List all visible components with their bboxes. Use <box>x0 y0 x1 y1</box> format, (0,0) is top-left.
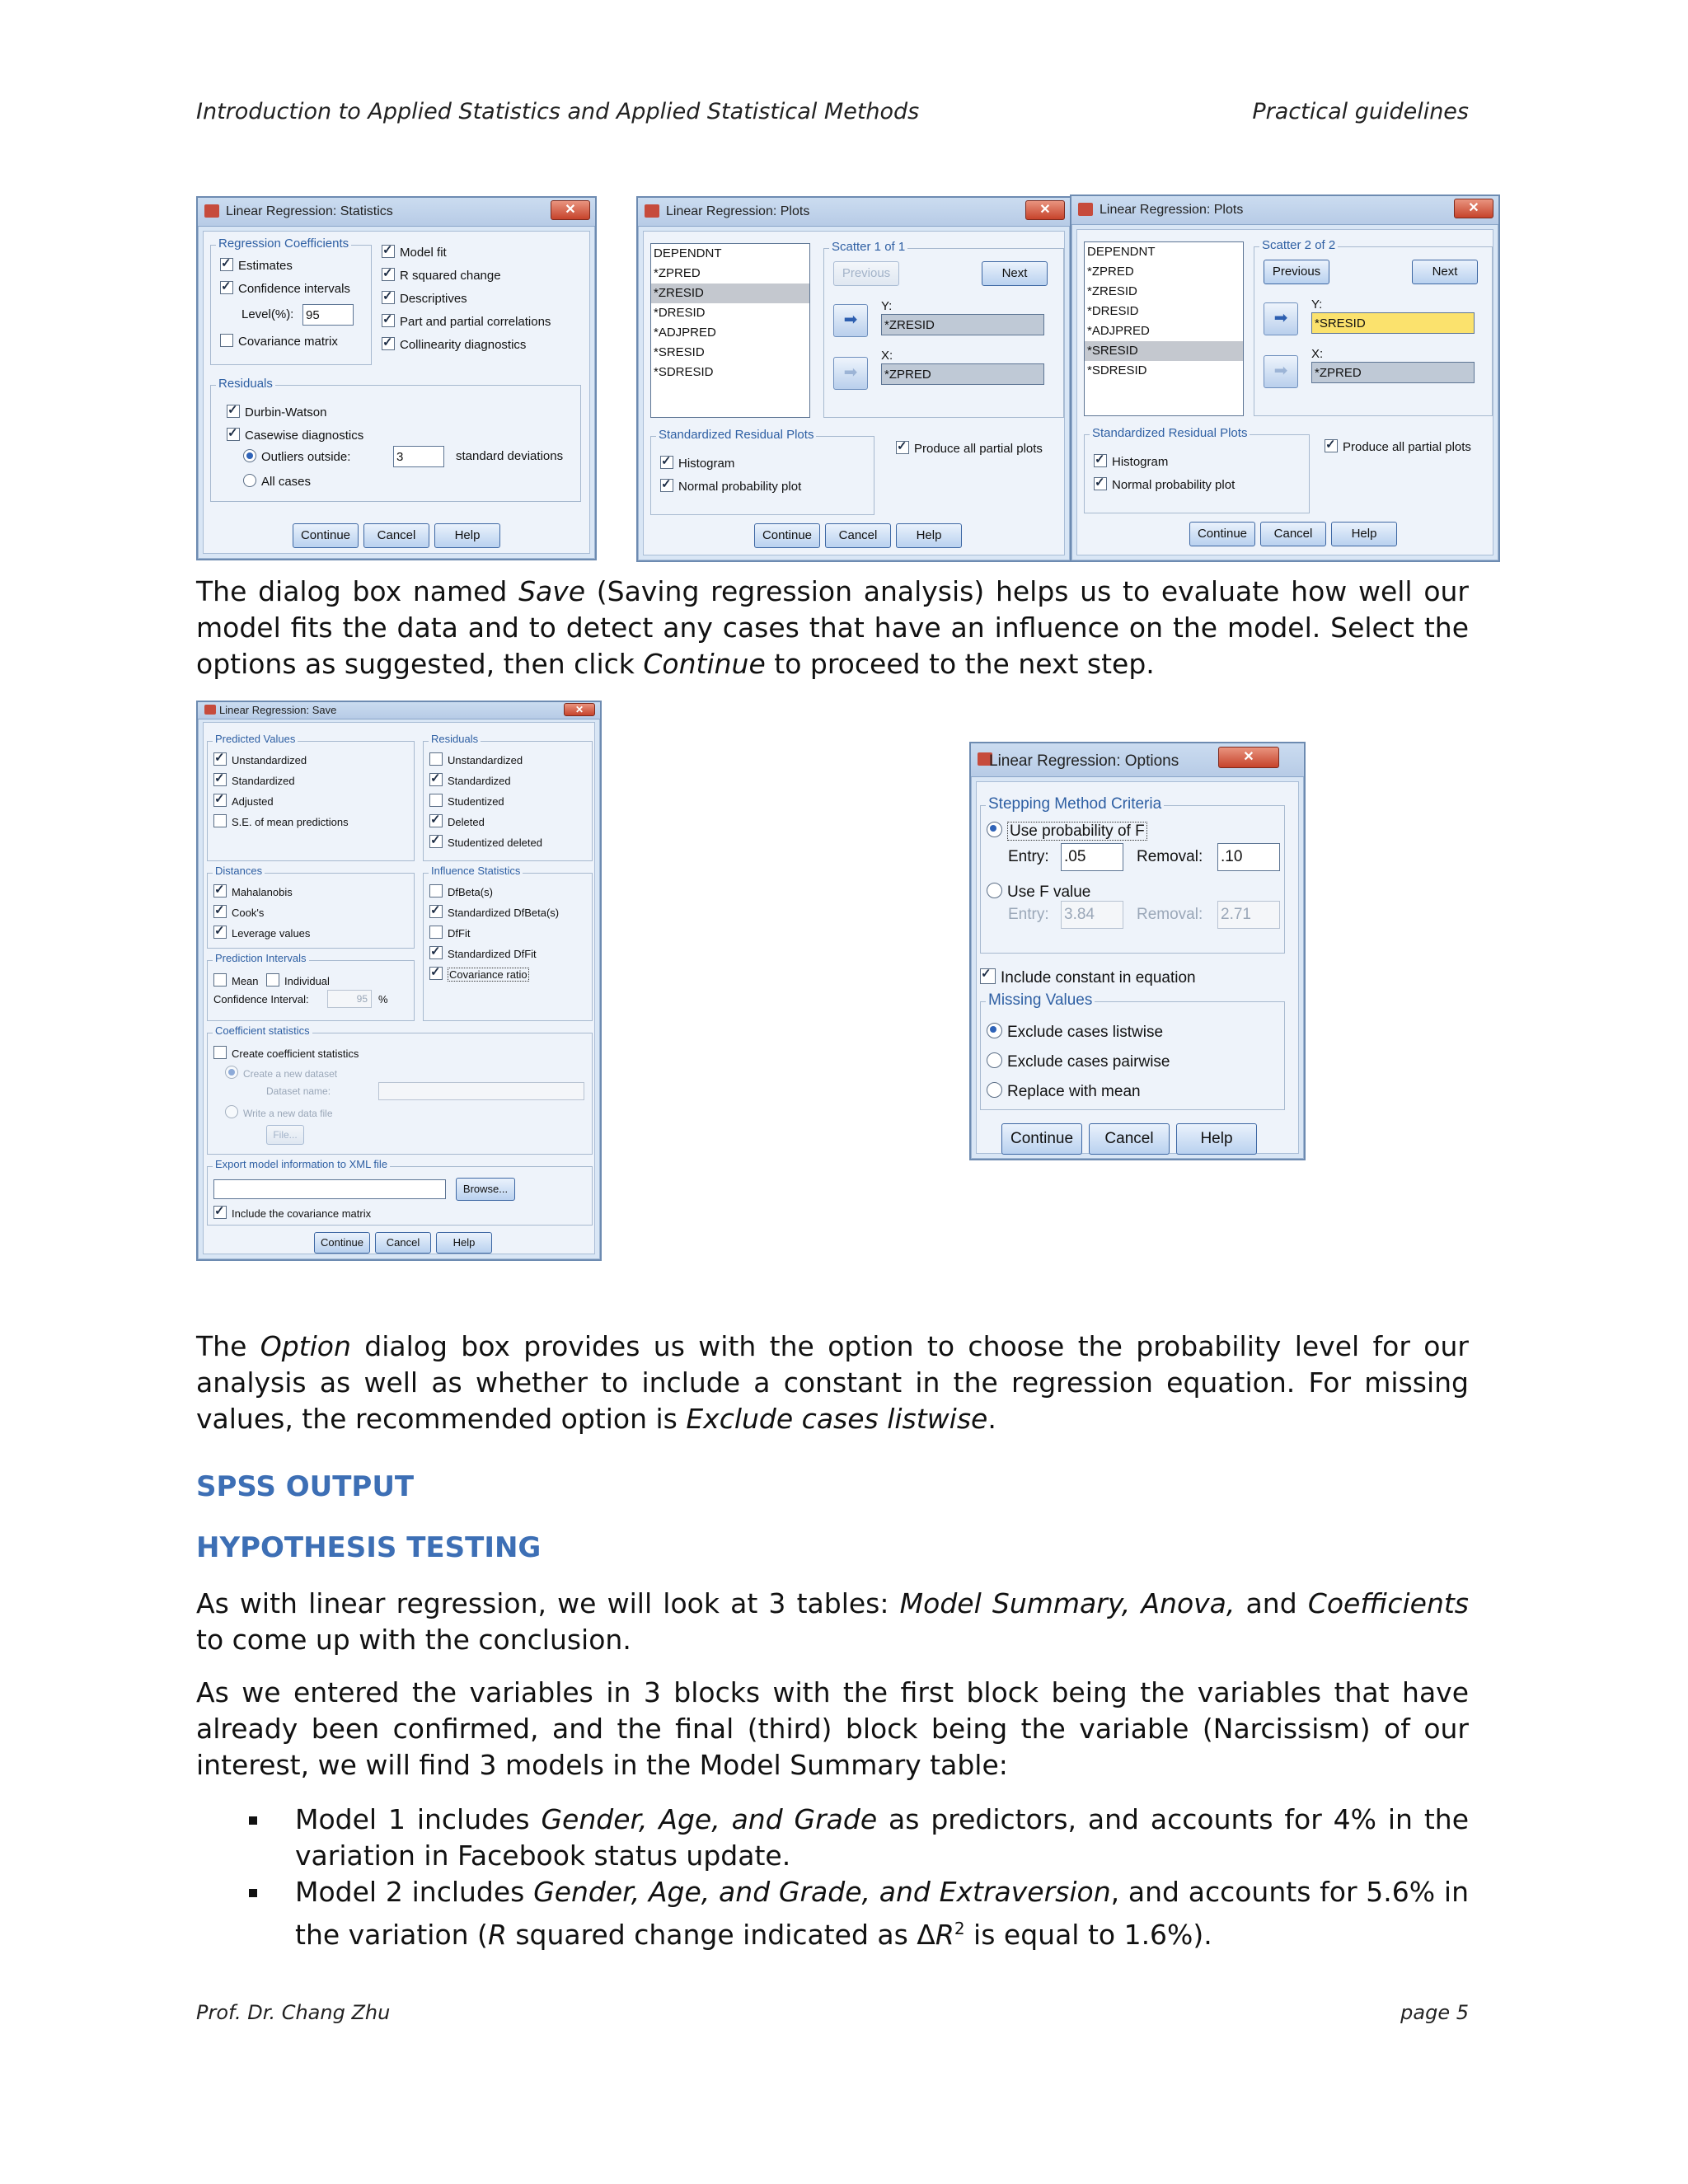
group-label: Scatter 1 of 1 <box>829 240 907 254</box>
x-field[interactable]: *ZPRED <box>881 363 1044 385</box>
check-icon <box>213 926 227 939</box>
checkbox-label: Histogram <box>678 457 735 471</box>
dialog-body <box>203 231 590 554</box>
list-item[interactable]: *ZPRED <box>1087 265 1134 279</box>
exclude-listwise-radio[interactable] <box>987 1023 1163 1042</box>
checkbox-label: R squared change <box>400 269 501 283</box>
check-icon <box>382 268 395 281</box>
title-bar <box>198 702 600 719</box>
options-dialog <box>969 742 1306 1160</box>
check-icon <box>429 926 443 939</box>
pi-confidence-input[interactable]: 95 <box>327 990 372 1008</box>
dialog-title: Linear Regression: Options <box>989 752 1179 770</box>
check-icon <box>429 814 443 827</box>
check-icon <box>213 752 227 766</box>
cancel-button[interactable]: Cancel <box>1089 1123 1170 1155</box>
text-run: Model 2 includes <box>295 1876 534 1908</box>
paragraph-blocks: As we entered the variables in 3 blocks with the first block being the variables that have already been confirmed, and the final (third) block being the variable (Narcissism) of our interest, we will find 3 models in the Model Summary table: <box>196 1676 1469 1781</box>
text-run: to proceed to the next step. <box>765 648 1155 680</box>
text-run: as predictors, and accounts for 4% in the variation in Facebook status update. <box>295 1803 1469 1872</box>
casewise-checkbox[interactable] <box>227 428 363 443</box>
next-button[interactable]: Next <box>982 261 1048 286</box>
check-icon <box>429 752 443 766</box>
cancel-button[interactable]: Cancel <box>363 523 429 548</box>
app-icon <box>204 204 219 218</box>
text-run: (Saving regression analysis) helps us to evaluate how well our model fits the data and to detect any cases that have an influence on the model. Select the options as suggested, then click <box>196 575 1469 680</box>
text-run: , and accounts for 5.6% in the variation ( <box>295 1876 1469 1951</box>
close-button[interactable]: ✕ <box>1025 200 1065 220</box>
list-item[interactable]: *DRESID <box>654 306 706 320</box>
estimates-checkbox[interactable] <box>220 258 293 273</box>
checkbox-label: Produce all partial plots <box>914 442 1043 456</box>
list-item[interactable]: *SDRESID <box>654 365 714 379</box>
heading-spss-output: SPSS OUTPUT <box>196 1470 415 1503</box>
continue-button[interactable]: Continue <box>1189 522 1255 546</box>
collinearity-checkbox[interactable] <box>382 337 526 352</box>
continue-button[interactable]: Continue <box>293 523 359 548</box>
close-button[interactable]: ✕ <box>1218 747 1279 768</box>
checkbox-label: Standardized <box>448 775 511 787</box>
statistics-dialog <box>196 196 597 560</box>
group-label: Influence Statistics <box>429 865 523 877</box>
text-run: Option <box>260 1330 351 1362</box>
check-icon <box>382 314 395 327</box>
outliers-input[interactable]: 3 <box>393 446 444 467</box>
check-icon <box>660 456 673 469</box>
previous-button[interactable]: Previous <box>833 261 899 286</box>
level-input[interactable]: 95 <box>302 304 354 326</box>
check-icon <box>382 337 395 350</box>
app-icon <box>204 705 216 715</box>
text-run: and <box>1235 1587 1308 1619</box>
text-run: Save <box>518 575 586 607</box>
group-label: Residuals <box>429 733 481 745</box>
cancel-button[interactable]: Cancel <box>375 1232 431 1254</box>
dialog-title: Linear Regression: Plots <box>1100 203 1244 217</box>
checkbox-label: S.E. of mean predictions <box>232 816 349 828</box>
produce-partial-checkbox[interactable] <box>896 441 1043 456</box>
check-icon <box>1094 454 1107 467</box>
list-item[interactable]: *DRESID <box>1087 304 1139 318</box>
previous-button[interactable]: Previous <box>1264 260 1329 284</box>
heading-hypothesis-testing: HYPOTHESIS TESTING <box>196 1531 542 1564</box>
radio-icon <box>987 883 1002 898</box>
pv-unstandardized-checkbox[interactable] <box>213 752 307 766</box>
descriptives-checkbox[interactable] <box>382 291 467 306</box>
check-icon <box>429 773 443 786</box>
entry2-input[interactable]: 3.84 <box>1061 901 1123 929</box>
checkbox-label: Mean <box>232 975 259 987</box>
plots-dialog-1 <box>636 196 1071 562</box>
y-field[interactable]: *SRESID <box>1311 312 1475 334</box>
check-icon <box>266 973 279 987</box>
plots-dialog-2 <box>1070 194 1500 562</box>
list-item[interactable]: *ZRESID <box>651 284 809 303</box>
all-cases-radio[interactable] <box>243 474 311 489</box>
check-icon <box>220 334 233 347</box>
paragraph-save-intro <box>196 574 1469 682</box>
use-probability-radio[interactable] <box>987 822 1147 841</box>
check-icon <box>1094 477 1107 490</box>
check-icon <box>213 905 227 918</box>
continue-button[interactable]: Continue <box>314 1232 370 1254</box>
checkbox-label: Durbin-Watson <box>245 405 327 419</box>
check-icon <box>429 967 443 980</box>
exclude-pairwise-radio[interactable] <box>987 1052 1170 1071</box>
group-label: Scatter 2 of 2 <box>1259 238 1338 252</box>
checkbox-label: Part and partial correlations <box>400 315 551 329</box>
help-button[interactable]: Help <box>434 523 500 548</box>
move-x-arrow-icon[interactable]: ➡ <box>1264 355 1298 388</box>
variable-list[interactable] <box>650 243 810 418</box>
help-button[interactable]: Help <box>896 523 962 548</box>
y-label: Y: <box>1311 298 1323 312</box>
std-residual-plots-group <box>1084 426 1310 513</box>
checkbox-label: Model fit <box>400 246 447 260</box>
xml-file-input[interactable] <box>213 1179 446 1199</box>
r-studentized-deleted-checkbox[interactable] <box>429 835 542 849</box>
continue-button[interactable]: Continue <box>1001 1123 1082 1155</box>
checkbox-label: DfBeta(s) <box>448 886 493 898</box>
text-run: Gender, Age, and Grade, and Extraversion <box>533 1876 1111 1908</box>
r-standardized-checkbox[interactable] <box>429 773 511 787</box>
text-run: Coefficients <box>1307 1587 1469 1619</box>
check-icon <box>896 441 909 454</box>
title-bar <box>638 198 1070 227</box>
text-run: Continue <box>643 648 766 680</box>
entry-input[interactable]: .05 <box>1061 843 1123 871</box>
check-icon <box>213 973 227 987</box>
check-icon <box>220 258 233 271</box>
radio-label: All cases <box>261 475 312 489</box>
durbin-watson-checkbox[interactable] <box>227 405 326 419</box>
list-item[interactable]: *ADJPRED <box>1087 324 1150 338</box>
group-label: Prediction Intervals <box>213 952 309 964</box>
checkbox-label: Studentized deleted <box>448 837 542 849</box>
app-icon <box>1078 203 1093 216</box>
radio-icon <box>987 1082 1002 1098</box>
text-run: The <box>196 1330 260 1362</box>
check-icon <box>213 773 227 786</box>
cooks-checkbox[interactable] <box>213 905 264 919</box>
new-dataset-radio[interactable] <box>225 1066 337 1080</box>
text-run: dialog box provides us with the option to choose the probability level for our analysis as well as whether to include a constant in the regression equation. For missing values, the recommended option is <box>196 1330 1469 1435</box>
text-run: R <box>487 1919 507 1951</box>
checkbox-label: DfFit <box>448 927 471 940</box>
radio-label: Create a new dataset <box>243 1068 338 1080</box>
checkbox-label: Include constant in equation <box>1001 969 1196 987</box>
text-run: R <box>935 1919 954 1951</box>
check-icon <box>660 479 673 492</box>
part-partial-checkbox[interactable] <box>382 314 551 329</box>
covariance-matrix-checkbox[interactable] <box>220 334 338 349</box>
write-file-radio[interactable] <box>225 1105 333 1119</box>
removal-input[interactable]: .10 <box>1217 843 1280 871</box>
check-icon <box>213 1206 227 1219</box>
text-run: is equal to 1.6%). <box>964 1919 1212 1951</box>
move-y-arrow-icon[interactable]: ➡ <box>1264 302 1298 335</box>
confidence-intervals-checkbox[interactable] <box>220 281 350 296</box>
text-run: As with linear regression, we will look at 3 tables: <box>196 1587 900 1619</box>
list-item[interactable]: DEPENDNT <box>1087 245 1156 259</box>
file-button[interactable]: File... <box>266 1125 304 1145</box>
check-icon <box>213 884 227 898</box>
check-icon <box>429 946 443 959</box>
include-covariance-checkbox[interactable] <box>213 1206 371 1220</box>
list-item[interactable]: *SRESID <box>654 345 705 359</box>
pv-standardized-checkbox[interactable] <box>213 773 295 787</box>
cancel-button[interactable]: Cancel <box>825 523 891 548</box>
paragraph-options <box>196 1329 1469 1437</box>
checkbox-label: Unstandardized <box>448 754 523 766</box>
std-dev-label: standard deviations <box>456 449 564 463</box>
checkbox-label: Confidence intervals <box>238 282 350 296</box>
continue-button[interactable]: Continue <box>754 523 820 548</box>
save-dialog <box>196 701 602 1261</box>
group-label: Predicted Values <box>213 733 298 745</box>
check-icon <box>213 794 227 807</box>
check-icon <box>382 245 395 258</box>
checkbox-label: Include the covariance matrix <box>232 1207 372 1220</box>
covariance-ratio-checkbox[interactable] <box>429 967 529 981</box>
pi-confidence-label: Confidence Interval: <box>213 993 309 1005</box>
normal-prob-checkbox[interactable] <box>1094 477 1235 492</box>
radio-label: Replace with mean <box>1007 1083 1141 1100</box>
list-item[interactable]: *ZPRED <box>654 266 701 280</box>
x-label: X: <box>881 349 893 363</box>
dataset-name-label: Dataset name: <box>266 1085 331 1097</box>
level-label: Level(%): <box>241 307 294 321</box>
radio-icon <box>225 1066 238 1079</box>
text-run: Gender, Age, and Grade <box>541 1803 878 1835</box>
checkbox-label: Standardized DfFit <box>448 948 537 960</box>
std-dfbeta-checkbox[interactable] <box>429 905 559 919</box>
mahalanobis-checkbox[interactable] <box>213 884 293 898</box>
checkbox-label: Covariance matrix <box>238 335 338 349</box>
pi-individual-checkbox[interactable] <box>266 973 330 987</box>
produce-partial-checkbox[interactable] <box>1325 439 1471 454</box>
create-coef-stats-checkbox[interactable] <box>213 1046 359 1060</box>
list-item <box>196 1802 1469 1874</box>
entry2-label: Entry: <box>1008 906 1049 923</box>
title-bar <box>971 743 1304 777</box>
dialog-title: Linear Regression: Save <box>219 704 337 716</box>
checkbox-label: Leverage values <box>232 927 311 940</box>
removal-label: Removal: <box>1137 848 1203 865</box>
histogram-checkbox[interactable] <box>660 456 734 471</box>
text-run: Model 1 includes <box>295 1803 542 1835</box>
std-dffit-checkbox[interactable] <box>429 946 537 960</box>
app-icon <box>645 204 659 218</box>
radio-label: Write a new data file <box>243 1108 333 1119</box>
pv-adjusted-checkbox[interactable] <box>213 794 274 808</box>
checkbox-label: Normal probability plot <box>678 480 802 494</box>
text-run: Exclude cases listwise <box>686 1403 988 1435</box>
header-title: Introduction to Applied Statistics and Applied Statistical Methods <box>196 99 920 124</box>
model-fit-checkbox[interactable] <box>382 245 447 260</box>
dfbeta-checkbox[interactable] <box>429 884 493 898</box>
radio-label: Exclude cases pairwise <box>1007 1053 1170 1071</box>
group-label: Regression Coefficients <box>216 237 351 251</box>
group-label: Missing Values <box>986 991 1095 1010</box>
list-item <box>196 1874 1469 1953</box>
dialog-body <box>1076 229 1493 555</box>
list-item[interactable]: DEPENDNT <box>654 246 722 260</box>
checkbox-label: Normal probability plot <box>1112 478 1236 492</box>
dialog-body <box>643 231 1065 555</box>
r-unstandardized-checkbox[interactable] <box>429 752 523 766</box>
check-icon <box>429 905 443 918</box>
pi-mean-checkbox[interactable] <box>213 973 259 987</box>
bullet-list <box>196 1802 1469 1953</box>
text-run: . <box>987 1403 996 1435</box>
use-fvalue-radio[interactable] <box>987 883 1090 902</box>
superscript: 2 <box>954 1919 965 1938</box>
check-icon <box>227 428 240 441</box>
header-section: Practical guidelines <box>1252 99 1469 124</box>
checkbox-label: Produce all partial plots <box>1343 440 1471 454</box>
check-icon <box>382 291 395 304</box>
checkbox-label: Adjusted <box>232 795 274 808</box>
check-icon <box>429 884 443 898</box>
list-item[interactable]: *ADJPRED <box>654 326 716 340</box>
check-icon <box>1325 439 1338 452</box>
checkbox-label: Unstandardized <box>232 754 307 766</box>
check-icon <box>227 405 240 418</box>
std-residual-plots-group <box>650 428 874 515</box>
radio-icon <box>243 449 256 462</box>
radio-label: Use F value <box>1007 883 1091 901</box>
removal2-input[interactable]: 2.71 <box>1217 901 1280 929</box>
help-button[interactable]: Help <box>1331 522 1397 546</box>
list-item[interactable]: *SRESID <box>1085 341 1243 361</box>
cancel-button[interactable]: Cancel <box>1260 522 1326 546</box>
group-label: Standardized Residual Plots <box>1090 426 1250 440</box>
dialog-body <box>203 722 595 1254</box>
checkbox-label: Casewise diagnostics <box>245 429 364 443</box>
replace-mean-radio[interactable] <box>987 1082 1141 1101</box>
radio-icon <box>243 474 256 487</box>
checkbox-label: Covariance ratio <box>449 968 528 981</box>
radio-label: Outliers outside: <box>261 450 351 464</box>
close-button[interactable]: ✕ <box>564 703 595 716</box>
bullet-square-icon <box>249 1816 257 1825</box>
next-button[interactable]: Next <box>1412 260 1478 284</box>
text-run: The dialog box named <box>196 575 519 607</box>
close-button[interactable]: ✕ <box>551 200 590 220</box>
checkbox-label: Histogram <box>1112 455 1169 469</box>
checkbox-label: Standardized DfBeta(s) <box>448 907 560 919</box>
y-label: Y: <box>881 299 893 313</box>
text-run: Model Summary, Anova, <box>899 1587 1236 1619</box>
checkbox-label: Create coefficient statistics <box>232 1047 359 1060</box>
x-label: X: <box>1311 347 1324 361</box>
checkbox-label: Mahalanobis <box>232 886 293 898</box>
checkbox-label: Deleted <box>448 816 485 828</box>
text-run: to come up with the conclusion. <box>196 1624 631 1656</box>
checkbox-label: Descriptives <box>400 292 467 306</box>
checkbox-label: Individual <box>284 975 330 987</box>
outliers-radio[interactable] <box>243 449 350 464</box>
include-constant-checkbox[interactable] <box>980 968 1196 987</box>
group-label: Coefficient statistics <box>213 1024 312 1037</box>
list-item[interactable]: *SDRESID <box>1087 363 1147 377</box>
footer-author: Prof. Dr. Chang Zhu <box>196 2001 391 2024</box>
move-y-arrow-icon[interactable]: ➡ <box>833 304 868 337</box>
prediction-intervals-group <box>207 952 415 1021</box>
radio-label: Exclude cases listwise <box>1007 1024 1164 1041</box>
normal-prob-checkbox[interactable] <box>660 479 801 494</box>
leverage-checkbox[interactable] <box>213 926 310 940</box>
check-icon <box>213 814 227 827</box>
pv-se-checkbox[interactable] <box>213 814 349 828</box>
title-bar <box>198 198 595 227</box>
help-button[interactable]: Help <box>1176 1123 1257 1155</box>
help-button[interactable]: Help <box>436 1232 492 1254</box>
group-label: Distances <box>213 865 265 877</box>
radio-icon <box>987 822 1002 837</box>
y-field[interactable]: *ZRESID <box>881 314 1044 335</box>
r-squared-change-checkbox[interactable] <box>382 268 501 283</box>
dataset-name-input[interactable] <box>378 1082 584 1100</box>
radio-icon <box>987 1023 1002 1038</box>
radio-icon <box>987 1052 1002 1068</box>
list-item[interactable]: *ZRESID <box>1087 284 1137 298</box>
group-label: Standardized Residual Plots <box>656 428 816 442</box>
browse-button[interactable]: Browse... <box>456 1178 515 1201</box>
dialog-body <box>976 781 1299 1154</box>
check-icon <box>980 968 996 984</box>
r-deleted-checkbox[interactable] <box>429 814 485 828</box>
checkbox-label: Studentized <box>448 795 504 808</box>
checkbox-label: Standardized <box>232 775 295 787</box>
group-label: Stepping Method Criteria <box>986 795 1164 813</box>
check-icon <box>429 794 443 807</box>
text-run: squared change indicated as Δ <box>506 1919 935 1951</box>
move-x-arrow-icon[interactable]: ➡ <box>833 357 868 390</box>
x-field[interactable]: *ZPRED <box>1311 362 1475 383</box>
bullet-square-icon <box>249 1889 257 1897</box>
dffit-checkbox[interactable] <box>429 926 470 940</box>
radio-label: Use probability of F <box>1007 822 1147 841</box>
pi-percent-label: % <box>378 993 388 1005</box>
check-icon <box>220 281 233 294</box>
radio-icon <box>225 1105 238 1118</box>
variable-list[interactable] <box>1084 241 1244 416</box>
checkbox-label: Cook's <box>232 907 265 919</box>
paragraph-tables <box>196 1586 1469 1658</box>
removal2-label: Removal: <box>1137 906 1203 923</box>
group-label: Export model information to XML file <box>213 1158 390 1170</box>
dialog-title: Linear Regression: Plots <box>666 204 810 218</box>
r-studentized-checkbox[interactable] <box>429 794 504 808</box>
dialog-title: Linear Regression: Statistics <box>226 204 393 218</box>
close-button[interactable]: ✕ <box>1454 199 1493 218</box>
footer-page-number: page 5 <box>1400 2001 1469 2024</box>
check-icon <box>429 835 443 848</box>
check-icon <box>213 1046 227 1059</box>
title-bar <box>1071 196 1498 225</box>
checkbox-label: Estimates <box>238 259 293 273</box>
checkbox-label: Collinearity diagnostics <box>400 338 527 352</box>
histogram-checkbox[interactable] <box>1094 454 1168 469</box>
entry-label: Entry: <box>1008 848 1049 865</box>
group-label: Residuals <box>216 377 275 391</box>
